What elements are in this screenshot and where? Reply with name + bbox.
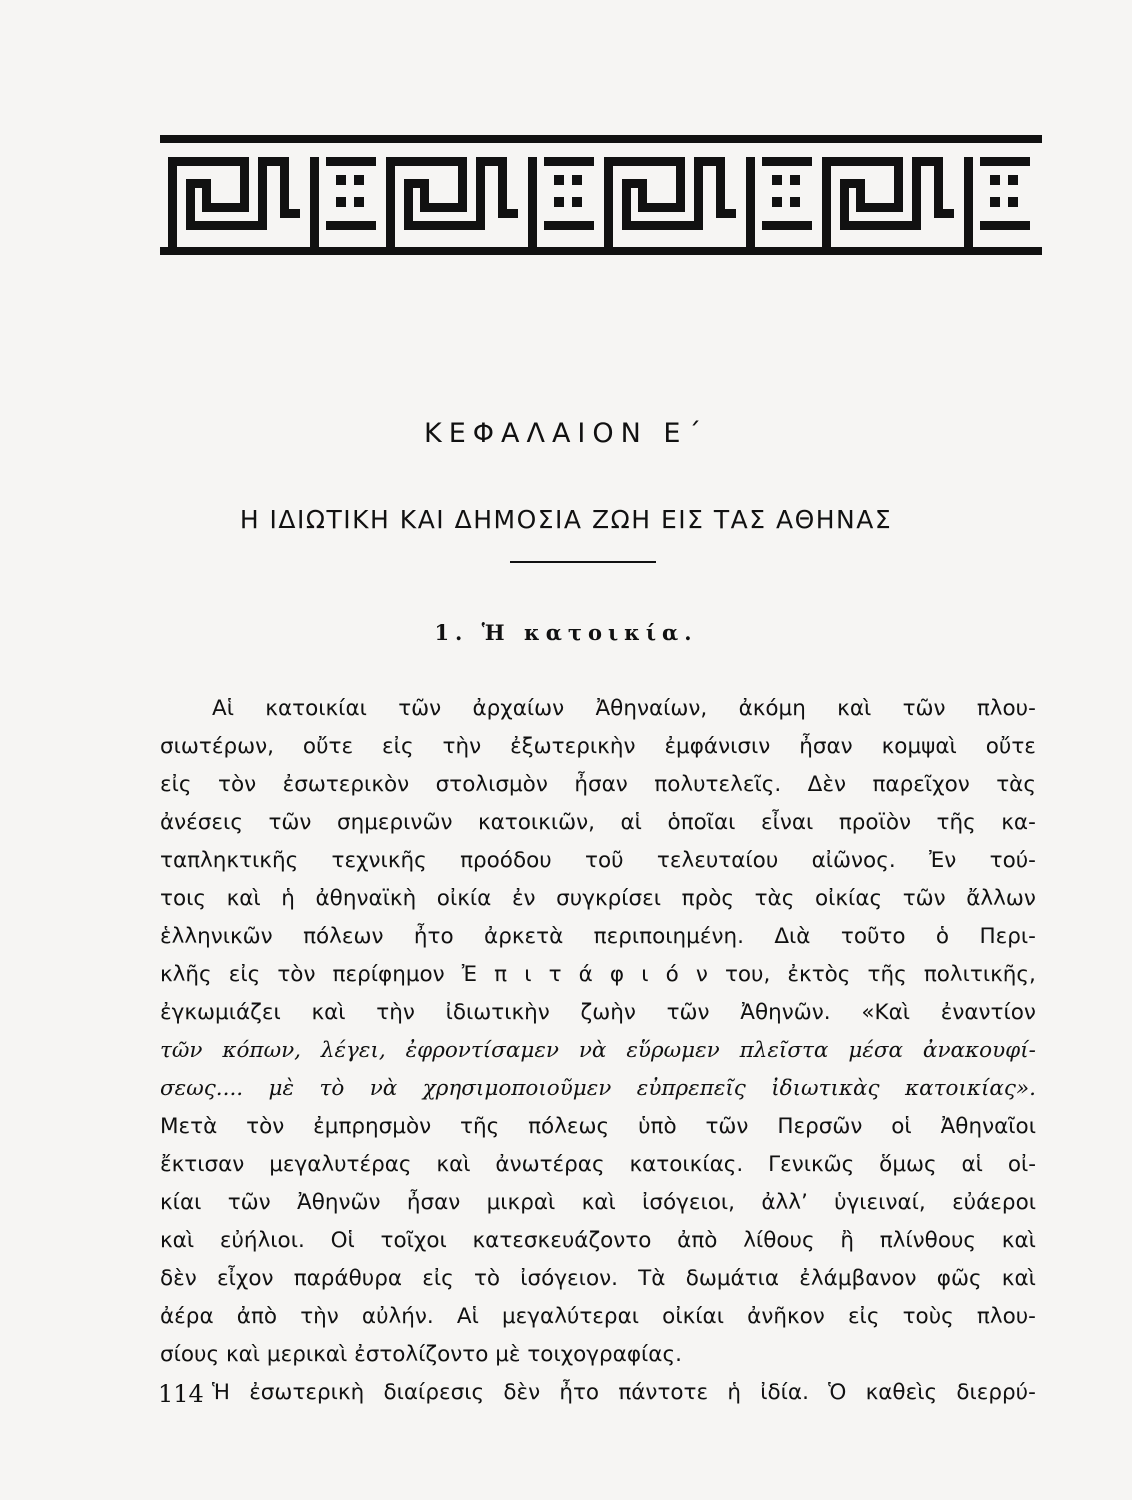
text-line: Ἡ ἐσωτερικὴ διαίρεσις δὲν ἦτο πάντοτε ἡ ἰδία. Ὁ καθεὶς διερρύ- [212,1380,1036,1405]
page-number: 114 [158,1380,204,1408]
text-line: σιωτέρων, οὔτε εἰς τὴν ἐξωτερικὴν ἐμφάνισιν ἦσαν κομψαὶ οὔτε [160,734,1036,759]
section-heading: 1. Ἡ κατοικία. [434,620,698,645]
text-line: δὲν εἶχον παράθυρα εἰς τὸ ἰσόγειον. Τὰ δωμάτια ἐλάμβανον φῶς καὶ [160,1266,1036,1291]
text-line: ἐγκωμιάζει καὶ τὴν ἰδιωτικὴν ζωὴν τῶν Ἀθηνῶν. «Καὶ ἐναντίον [160,1000,1036,1025]
text-line: κίαι τῶν Ἀθηνῶν ἦσαν μικραὶ καὶ ἰσόγειοι, ἀλλ’ ὑγιειναί, εὐάεροι [160,1190,1036,1215]
text-line: ἀέρα ἀπὸ τὴν αὐλήν. Αἱ μεγαλύτεραι οἰκίαι ἀνῆκον εἰς τοὺς πλου- [160,1304,1036,1329]
text-line: τῶν κόπων, λέγει, ἐφροντίσαμεν νὰ εὕρωμεν πλεῖστα μέσα ἀνακουφί- [160,1038,1036,1063]
text-line: τοις καὶ ἡ ἀθηναϊκὴ οἰκία ἐν συγκρίσει πρὸς τὰς οἰκίας τῶν ἄλλων [160,886,1036,911]
text-line: Μετὰ τὸν ἐμπρησμὸν τῆς πόλεως ὑπὸ τῶν Περσῶν οἱ Ἀθηναῖοι [160,1114,1036,1139]
text-line: εἰς τὸν ἐσωτερικὸν στολισμὸν ἦσαν πολυτελεῖς. Δὲν παρεῖχον τὰς [160,772,1036,797]
text-line: σεως.... μὲ τὸ νὰ χρησιμοποιοῦμεν εὐπρεπεῖς ἰδιωτικὰς κατοικίας». [160,1076,1036,1101]
text-line: κλῆς εἰς τὸν περίφημον Ἐ π ι τ ά φ ι ό ν του, ἐκτὸς τῆς πολιτικῆς, [160,962,1036,987]
title-divider [510,561,656,563]
text-line: ἑλληνικῶν πόλεων ἦτο ἀρκετὰ περιποιημένη. Διὰ τοῦτο ὁ Περι- [160,924,1036,949]
text-line: ἔκτισαν μεγαλυτέρας καὶ ἀνωτέρας κατοικίας. Γενικῶς ὅμως αἱ οἰ- [160,1152,1036,1177]
text-line: ἀνέσεις τῶν σημερινῶν κατοικιῶν, αἱ ὁποῖαι εἶναι προϊὸν τῆς κα- [160,810,1036,835]
text-line: Αἱ κατοικίαι τῶν ἀρχαίων Ἀθηναίων, ἀκόμη καὶ τῶν πλου- [212,696,1036,721]
greek-key-border-ornament [160,135,1042,275]
chapter-title: Η ΙΔΙΩΤΙΚΗ ΚΑΙ ΔΗΜΟΣΙΑ ΖΩΗ ΕΙΣ ΤΑΣ ΑΘΗΝΑΣ [239,505,893,534]
chapter-label: ΚΕΦΑΛΑΙΟΝ Ε΄ [424,418,708,449]
text-line: καὶ εὐήλιοι. Οἱ τοῖχοι κατεσκευάζοντο ἀπὸ λίθους ἢ πλίνθους καὶ [160,1228,1036,1253]
text-line: σίους καὶ μερικαὶ ἐστολίζοντο μὲ τοιχογραφίας. [160,1342,682,1367]
text-line: ταπληκτικῆς τεχνικῆς προόδου τοῦ τελευταίου αἰῶνος. Ἐν τού- [160,848,1036,873]
body-text [160,690,1036,1412]
